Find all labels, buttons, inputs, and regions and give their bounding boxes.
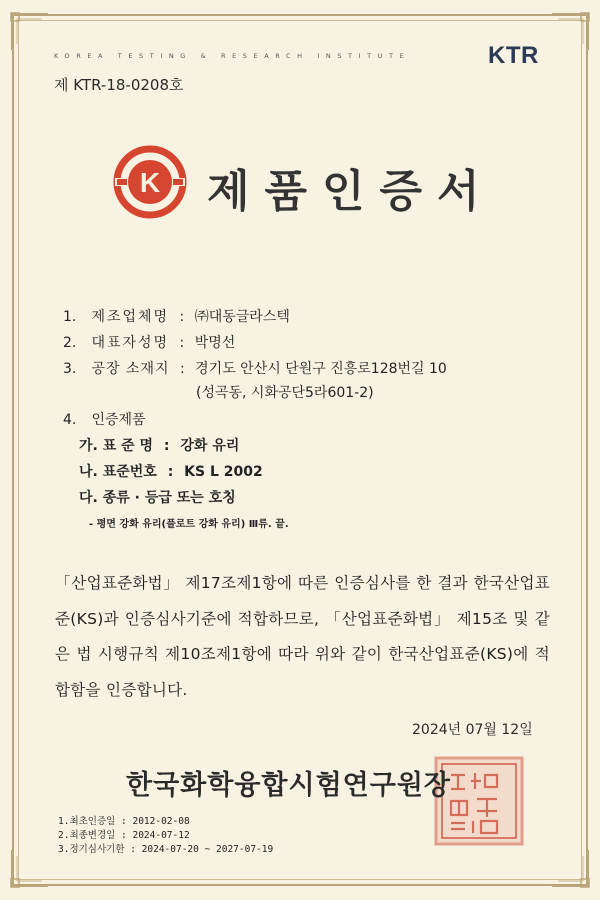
ktr-logo: KTR [488, 42, 539, 69]
representative-row: 2. 대표자성명 : 박명선 [63, 332, 235, 352]
manufacturer-value: ㈜대동글라스텍 [194, 309, 290, 325]
document-title: 제품인증서 [207, 166, 495, 217]
corner-ornament-icon [548, 846, 592, 890]
standard-name-value: 강화 유리 [180, 438, 240, 454]
manufacturer-row: 1. 제조업체명 : ㈜대동글라스텍 [63, 306, 290, 326]
ks-mark-icon [113, 145, 187, 219]
representative-value: 박명선 [194, 335, 236, 351]
representative-label: 대표자성명 [91, 335, 170, 351]
svg-text:K: K [139, 167, 161, 198]
certificate-footer [58, 815, 273, 857]
grade-label: 다. 종류 · 등급 또는 호칭 [79, 490, 236, 506]
item-number: 1. [63, 309, 77, 325]
certification-statement: 「산업표준화법」 제17조제1항에 따른 인증심사를 한 결과 한국산업표준(KS)과 인증심사기준에 적합하므로, 「산업표준화법」 제15조 및 같은 법 시행규칙 제10조제1항에 따라 위와 같이 한국산업표준(KS)에 적합함을 인증합니다. [55, 574, 550, 699]
grade-row [79, 487, 236, 507]
corner-ornament-icon [548, 10, 592, 54]
title-block [113, 145, 493, 225]
manufacturer-label: 제조업체명 [91, 309, 170, 325]
standard-name-label: 가. 표 준 명 [79, 438, 154, 454]
factory-label: 공장 소재지 [91, 361, 170, 377]
factory-address-detail: (성곡동, 시화공단5라601-2) [196, 385, 374, 401]
grade-detail: - 평면 강화 유리(플로트 강화 유리) Ⅲ류. 끝. [89, 519, 289, 530]
factory-address: 경기도 안산시 단원구 진흥로128번길 10 [195, 361, 447, 377]
institute-line: KOREA TESTING & RESEARCH INSTITUTE [54, 52, 411, 60]
last-change-date: 2.최종변경일 : 2024-07-12 [58, 830, 190, 841]
first-cert-date: 1.최초인증일 : 2012-02-08 [58, 816, 190, 827]
certificate-number: 제 KTR-18-0208호 [54, 76, 184, 94]
standard-number-row: 나. 표준번호 : KS L 2002 [79, 464, 263, 480]
item-number: 4. [63, 412, 77, 428]
product-row [63, 409, 146, 429]
item-number: 2. [63, 335, 77, 351]
product-label: 인증제품 [91, 412, 146, 428]
standard-number-value: KS L 2002 [184, 464, 263, 480]
issuer-name: 한국화학융합시험연구원장 [126, 770, 451, 801]
issue-date: 2024년 07월 12일 [412, 722, 533, 738]
corner-ornament-icon [8, 10, 52, 54]
standard-number-label: 나. 표준번호 [79, 464, 157, 480]
factory-row: 3. 공장 소재지 : 경기도 안산시 단원구 진흥로128번길 10 [63, 358, 447, 378]
corner-ornament-icon [8, 846, 52, 890]
standard-name-row: 가. 표 준 명 : 강화 유리 [79, 438, 240, 454]
review-period: 3.정기심사기한 : 2024-07-20 ~ 2027-07-19 [58, 844, 274, 855]
item-number: 3. [63, 361, 77, 377]
